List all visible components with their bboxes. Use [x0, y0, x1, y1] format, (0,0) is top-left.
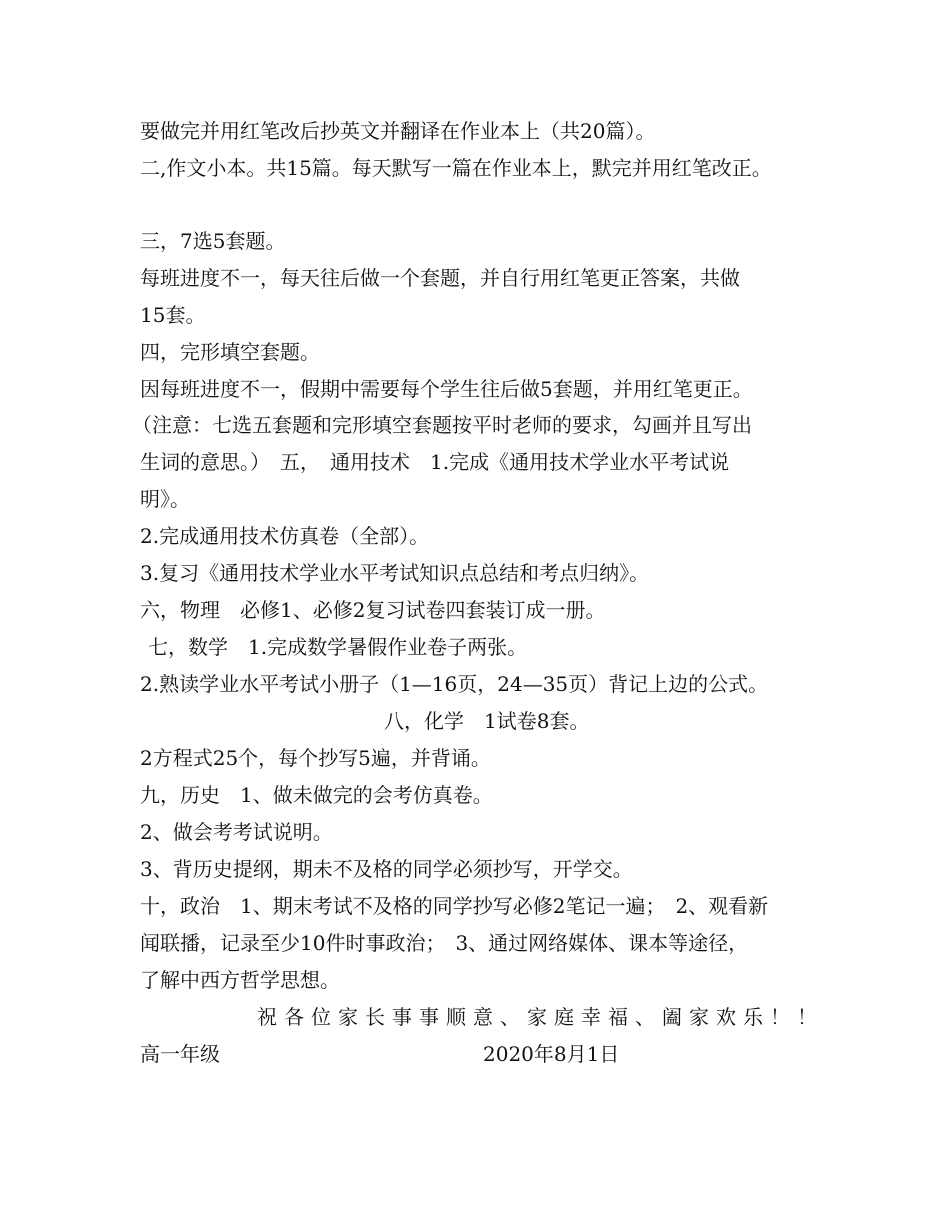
text-line-politics-2: 闻联播，记录至少10件时事政治； 3、通过网络媒体、课本等途径，	[140, 931, 749, 955]
text-line-english-essays: 要做完并用红笔改后抄英文并翻译在作业本上（共20篇）。	[140, 119, 656, 143]
text-line-physics: 六，物理 必修1、必修2复习试卷四套装订成一册。	[140, 598, 606, 622]
signature-line	[140, 1041, 820, 1067]
text-line-politics: 十，政治 1、期末考试不及格的同学抄写必修2笔记一遍； 2、观看新	[140, 894, 769, 918]
text-line-fifteen-sets: 15套。	[140, 303, 206, 327]
text-line-history-3: 3、背历史提纲，期未不及格的同学必须抄写，开学交。	[140, 857, 633, 881]
text-line-greeting: 祝各位家长事事顺意、家庭幸福、阖家欢乐！！	[257, 1005, 824, 1029]
text-line-tech-review: 3.复习《通用技术学业水平考试知识点总结和考点归纳》。	[140, 561, 650, 585]
text-line-tech-mock: 2.完成通用技术仿真卷（全部）。	[140, 524, 430, 548]
signature-date: 2020年8月1日	[483, 1042, 620, 1066]
text-line-progress: 每班进度不一，每天往后做一个套题，并自行用红笔更正答案，共做	[140, 266, 740, 290]
text-line-chemistry: 八，化学 1试卷8套。	[384, 709, 590, 733]
text-line-item-four: 四，完形填空套题。	[140, 340, 320, 364]
text-line-history-2: 2、做会考考试说明。	[140, 820, 333, 844]
text-line-math: 七，数学 1.完成数学暑假作业卷子两张。	[148, 635, 528, 659]
text-line-history: 九，历史 1、做未做完的会考仿真卷。	[140, 783, 493, 807]
text-line-politics-3: 了解中西方哲学思想。	[140, 968, 340, 992]
text-line-item-three: 三，7选5套题。	[140, 229, 286, 253]
text-line-general-tech: 生词的意思。） 五， 通用技术 1.完成《通用技术学业水平考试说	[140, 450, 730, 474]
text-line-general-tech-end: 明》。	[140, 487, 190, 511]
signature-grade: 高一年级	[140, 1042, 220, 1066]
text-line-composition: 二,作文小本。共15篇。每天默写一篇在作业本上，默完并用红笔改正。	[140, 156, 772, 180]
text-line-cloze: 因每班进度不一，假期中需要每个学生往后做5套题，并用红笔更正。	[140, 377, 753, 401]
text-line-math-booklet: 2.熟读学业水平考试小册子（1—16页，24—35页）背记上边的公式。	[140, 672, 769, 696]
text-line-note: （注意：七选五套题和完形填空套题按平时老师的要求，勾画并且写出	[132, 413, 752, 437]
text-line-equations: 2方程式25个，每个抄写5遍，并背诵。	[140, 746, 491, 770]
